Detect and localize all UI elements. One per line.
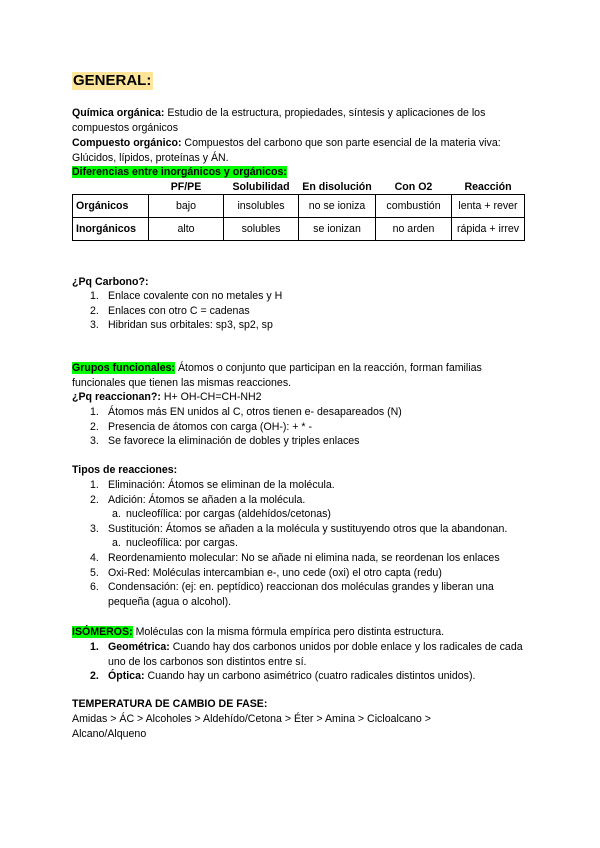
- table-cell: solubles: [224, 218, 299, 241]
- list-item: [72, 304, 542, 319]
- table-cell: rápida + irrev: [452, 218, 525, 241]
- list-number: 1.: [90, 479, 99, 491]
- definition-text-cont: funcionales que tienen las mismas reacciones.: [72, 376, 292, 389]
- list-text: Se favorece la eliminación de dobles y triples enlaces: [108, 435, 360, 448]
- list-text: Enlaces con otro C = cadenas: [108, 304, 250, 317]
- table-cell: lenta + rever: [452, 195, 525, 218]
- list-item: [72, 669, 534, 684]
- table-row: [73, 218, 525, 241]
- table-header-blank: [73, 181, 149, 195]
- list-text: Sustitución: Átomos se añaden a la molécula y sustituyendo otros que la abandonan.: [108, 522, 508, 535]
- list-letter: a.: [112, 537, 121, 550]
- list-item: [72, 566, 537, 581]
- definition-text-cont: Glúcidos, lípidos, proteínas y ÁN.: [72, 151, 229, 164]
- section-title-pq-reaccionan: [72, 390, 262, 405]
- definition-label: Compuesto orgánico:: [72, 137, 182, 149]
- list-text: Eliminación: Átomos se eliminan de la molécula.: [108, 479, 335, 491]
- table-cell: combustión: [376, 195, 452, 218]
- list-item: [72, 580, 537, 609]
- list-text: Oxi-Red: Moléculas intercambian e-, uno cede (oxi) el otro capta (redu): [108, 566, 442, 579]
- section-title-suffix: H+ OH-CH=CH-NH2: [160, 391, 262, 403]
- definition-text-cont: compuestos orgánicos: [72, 121, 178, 134]
- list-number: 6.: [90, 581, 99, 594]
- table-header: Con O2: [394, 181, 433, 193]
- list-item: [72, 420, 542, 435]
- pq-carbono-list: [72, 289, 542, 333]
- list-number: 2.: [90, 493, 99, 506]
- list-label: Óptica:: [108, 670, 145, 683]
- list-text: Hibridan sus orbitales: sp3, sp2, sp: [108, 319, 273, 332]
- list-number: 3.: [90, 319, 99, 332]
- list-text: nucleofílica: por cargas (aldehídos/cetonas): [126, 508, 331, 521]
- list-number: 2.: [90, 304, 99, 317]
- section-title-text: ¿Pq reaccionan?:: [72, 391, 161, 403]
- list-number: 1.: [90, 290, 99, 302]
- list-number: 3.: [90, 522, 99, 535]
- definition-label: Química orgánica:: [72, 107, 165, 119]
- list-item: [72, 522, 537, 537]
- list-text: Átomos más EN unidos al C, otros tienen e- desapareados (N): [108, 406, 402, 418]
- list-subitem: [72, 536, 537, 551]
- list-number: 2.: [90, 670, 99, 683]
- section-title-pq-carbono: [72, 275, 149, 290]
- table-cell: se ionizan: [299, 218, 376, 241]
- definition-text: Compuestos del carbono que son parte esencial de la materia viva:: [181, 137, 501, 149]
- section-title-text: ¿Pq Carbono?:: [72, 276, 149, 288]
- list-text: Reordenamiento molecular: No se añade ni elimina nada, se reordenan los enlaces: [108, 551, 500, 564]
- list-item: [72, 478, 537, 493]
- page-title: GENERAL:: [73, 72, 152, 89]
- definition-grupos-funcionales: [72, 361, 542, 390]
- tipos-list: [72, 478, 537, 609]
- list-number: 4.: [90, 551, 99, 564]
- definition-isomeros: [72, 625, 542, 640]
- section-title-tipos: [72, 463, 177, 478]
- definition-text: Moléculas con la misma fórmula empírica pero distinta estructura.: [132, 626, 445, 638]
- table-header: Solubilidad: [232, 181, 290, 193]
- table-header: PF/PE: [170, 181, 202, 193]
- section-title-text: TEMPERATURA DE CAMBIO DE FASE:: [72, 698, 268, 710]
- highlighted-title: Diferencias entre inorgánicos y orgánicos:: [72, 166, 287, 178]
- list-letter: a.: [112, 508, 121, 521]
- table-cell: no se ioniza: [299, 195, 376, 218]
- highlighted-label: ISÓMEROS:: [72, 626, 133, 638]
- section-title-temperatura: [72, 697, 267, 712]
- list-text: Cuando hay un carbono asimétrico (cuatro radicales distintos unidos).: [144, 670, 476, 683]
- table-row: [73, 195, 525, 218]
- table-cell: insolubles: [224, 195, 299, 218]
- table-cell: bajo: [149, 195, 224, 218]
- table-cell: alto: [149, 218, 224, 241]
- list-number: 5.: [90, 566, 99, 579]
- list-item: [72, 434, 542, 449]
- list-item: [72, 493, 537, 508]
- pq-reaccionan-list: [72, 405, 542, 449]
- list-item: [72, 289, 542, 304]
- table-row-header: Orgánicos: [73, 195, 149, 218]
- list-number: 1.: [90, 406, 99, 418]
- table-header-row: [73, 181, 525, 195]
- list-label: Geométrica:: [108, 641, 170, 653]
- temperatura-line: Amidas > ÁC > Alcoholes > Aldehído/Cetona > Éter > Amina > Cicloalcano >: [72, 713, 431, 725]
- section-title-text: Tipos de reacciones:: [72, 464, 178, 476]
- list-number: 2.: [90, 420, 99, 433]
- list-text: Presencia de átomos con carga (OH-): + * -: [108, 420, 313, 433]
- table-row-header: Inorgánicos: [73, 218, 149, 241]
- list-item: [72, 551, 537, 566]
- definition-quimica-organica: [72, 106, 542, 135]
- list-number: 1.: [90, 641, 99, 653]
- temperatura-order: [72, 712, 542, 741]
- table-header: En disolución: [302, 181, 372, 193]
- list-text: Cuando hay dos carbonos unidos por doble enlace y los radicales de cada uno de los carbonos son distintos entre sí.: [108, 641, 523, 668]
- list-text: nucleofílica: por cargas.: [126, 537, 238, 550]
- definition-text: Estudio de la estructura, propiedades, síntesis y aplicaciones de los: [164, 107, 486, 119]
- comparison-table: [72, 181, 525, 241]
- highlighted-label: Grupos funcionales:: [72, 362, 176, 374]
- list-subitem: [72, 507, 537, 522]
- list-text: Condensación: (ej: en. peptídico) reaccionan dos moléculas grandes y liberan una pequeña (agua o alcohol).: [108, 581, 494, 608]
- table-header: Reacción: [464, 181, 512, 193]
- definition-text: Átomos o conjunto que participan en la reacción, forman familias: [175, 362, 482, 374]
- table-cell: no arden: [376, 218, 452, 241]
- isomeros-list: [72, 640, 534, 684]
- list-item: [72, 405, 542, 420]
- list-text: Adición: Átomos se añaden a la molécula.: [108, 493, 306, 506]
- definition-compuesto-organico: [72, 136, 542, 165]
- list-number: 3.: [90, 435, 99, 448]
- list-text: Enlace covalente con no metales y H: [108, 290, 283, 302]
- list-item: [72, 640, 534, 669]
- list-item: [72, 318, 542, 333]
- temperatura-line: Alcano/Alqueno: [72, 727, 147, 740]
- section-title-diferencias: [72, 165, 287, 180]
